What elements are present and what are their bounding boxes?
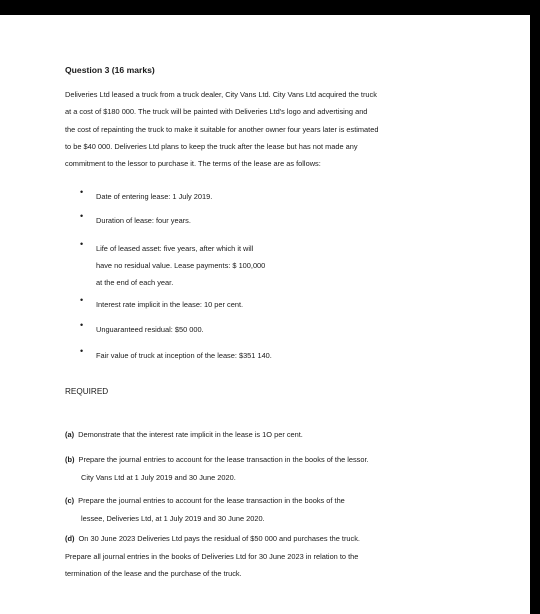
- intro-line: at a cost of $180 000. The truck will be painted with Deliveries Ltd's logo and advertising and: [65, 107, 368, 117]
- part-label: (a): [65, 430, 75, 439]
- lease-term-text: Duration of lease: four years.: [96, 216, 191, 225]
- lease-term-text: Unguaranteed residual: $50 000.: [96, 325, 204, 334]
- question-intro: [65, 86, 480, 172]
- part-label: (b): [65, 455, 75, 464]
- lease-term-text: Fair value of truck at inception of the lease: $351 140.: [96, 351, 272, 360]
- lease-term-text: at the end of each year.: [96, 278, 174, 287]
- bullet-icon: •: [80, 239, 84, 249]
- bullet-icon: •: [80, 346, 84, 356]
- required-part-b: [65, 451, 369, 486]
- bullet-icon: •: [80, 295, 84, 305]
- bullet-icon: •: [80, 211, 84, 221]
- intro-line: to be $40 000. Deliveries Ltd plans to keep the truck after the lease but has not made any: [65, 141, 358, 151]
- bullet-icon: •: [80, 187, 84, 197]
- intro-line: Deliveries Ltd leased a truck from a truck dealer, City Vans Ltd. City Vans Ltd acquired the truck: [65, 90, 377, 99]
- bullet-icon: •: [80, 320, 84, 330]
- required-part-c: [65, 492, 345, 527]
- part-label: (d): [65, 534, 75, 543]
- lease-term-text: Life of leased asset: five years, after which it will: [96, 244, 254, 253]
- required-part-a: [65, 426, 303, 444]
- required-heading: REQUIRED: [65, 387, 109, 396]
- part-label: (c): [65, 496, 75, 505]
- right-black-border: [530, 0, 540, 614]
- part-text: Prepare the journal entries to account for the lease transaction in the books of the lessor.: [78, 455, 369, 464]
- lease-term-text: Interest rate implicit in the lease: 10 per cent.: [96, 300, 244, 309]
- required-part-d: [65, 530, 360, 583]
- part-text: Prepare all journal entries in the books of Deliveries Ltd for 30 June 2023 in relation to the: [65, 551, 359, 561]
- part-text: City Vans Ltd at 1 July 2019 and 30 June 2020.: [81, 472, 236, 482]
- intro-line: commitment to the lessor to purchase it. The terms of the lease are as follows:: [65, 159, 321, 169]
- intro-line: the cost of repainting the truck to make it suitable for another owner four years later is estimated: [65, 124, 379, 134]
- top-black-border: [0, 0, 540, 15]
- part-text: On 30 June 2023 Deliveries Ltd pays the residual of $50 000 and purchases the truck.: [78, 534, 360, 543]
- part-text: Prepare the journal entries to account for the lease transaction in the books of the: [78, 496, 345, 505]
- lease-term-text: Date of entering lease: 1 July 2019.: [96, 192, 213, 201]
- part-text: lessee, Deliveries Ltd, at 1 July 2019 and 30 June 2020.: [81, 513, 265, 523]
- part-text: termination of the lease and the purchase of the truck.: [65, 569, 242, 579]
- question-title: Question 3 (16 marks): [65, 65, 155, 75]
- part-text: Demonstrate that the interest rate implicit in the lease is 1O per cent.: [78, 430, 303, 439]
- lease-term-text: have no residual value. Lease payments: $ 100,000: [96, 261, 266, 270]
